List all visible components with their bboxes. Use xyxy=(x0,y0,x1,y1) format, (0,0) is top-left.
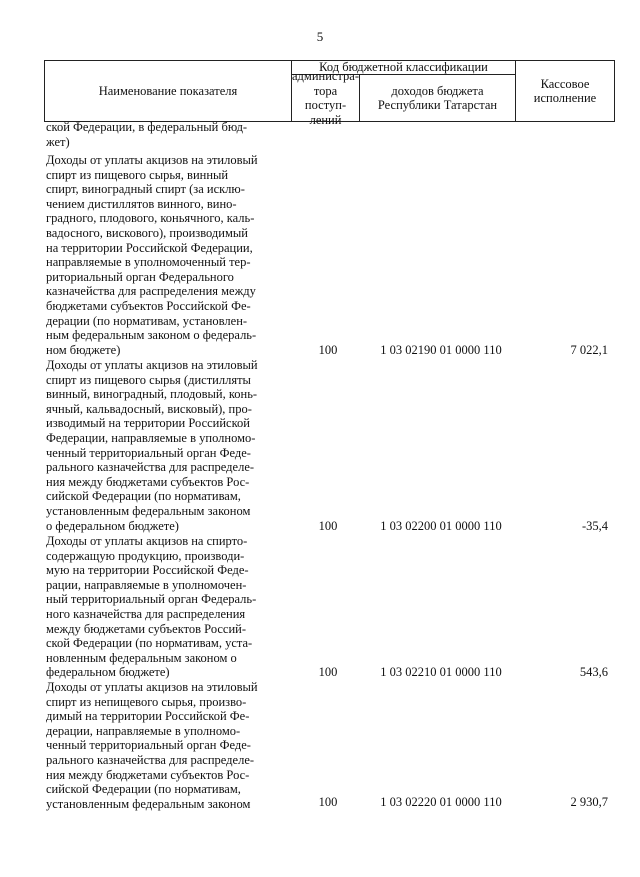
header-budget-classification-code: Код бюджетной классификации xyxy=(291,60,516,75)
row-indicator-name: ской Федерации, в федеральный бюд- жет) xyxy=(46,120,248,149)
header-indicator-name: Наименование показателя xyxy=(44,60,292,122)
header-budget-income-code: доходов бюджета Республики Татарстан xyxy=(359,74,516,122)
row-cash-amount: 7 022,1 xyxy=(570,343,608,357)
row-admin-code: 100 xyxy=(318,519,338,533)
row-indicator-name: Доходы от уплаты акцизов на этиловый спирт из пищевого сырья, винный спирт, виноградный спирт (за исклю- чением дистиллятов винного, вино- градного, плодового, коньячного, каль- вадосного, вискового), производимый на территории Российской Федерации, направляемые в уполномоченный тер- риториальный орган Федерального казначейства для распределения между бюджетами субъектов Российской Фе- дерации (по нормативам, установлен- ным федеральным законом о федераль- ном бюджете) xyxy=(46,153,258,357)
row-admin-code: 100 xyxy=(318,795,338,809)
row-income-code: 1 03 02190 01 0000 110 xyxy=(380,343,502,357)
row-indicator-name: Доходы от уплаты акцизов на спирто- содержащую продукцию, производи- мую на территории Российской Феде- рации, направляемые в уполномочен- ный территориальный орган Федераль- ного казначейства для распределения между бюджетами субъектов Россий- ской Федерации (по нормативам, уста- новленным федеральным законом о федеральном бюджете) xyxy=(46,534,257,680)
row-income-code: 1 03 02220 01 0000 110 xyxy=(380,795,502,809)
row-cash-amount: 2 930,7 xyxy=(570,795,608,809)
row-cash-amount: 543,6 xyxy=(579,665,608,679)
header-revenue-administrator: администра- тора поступ- лений xyxy=(292,69,360,127)
row-indicator-name: Доходы от уплаты акцизов на этиловый спирт из пищевого сырья (дистилляты винный, виноградный, плодовый, конь- ячный, кальвадосный, висковый), про- изводимый на территории Российской Федерации, направляемые в уполномо- ченный территориальный орган Феде- рального казначейства для распределе- ния между бюджетами субъектов Рос- сийской Федерации (по нормативам, установленным федеральным законом о федеральном бюджете) xyxy=(46,358,258,533)
row-income-code: 1 03 02200 01 0000 110 xyxy=(380,519,502,533)
row-cash-amount: -35,4 xyxy=(581,519,608,533)
row-admin-code: 100 xyxy=(318,343,338,357)
row-indicator-name: Доходы от уплаты акцизов на этиловый спирт из непищевого сырья, произво- димый на территории Российской Фе- дерации, направляемые в уполномо- ченный территориальный орган Феде- рального казначейства для распределе- ния между бюджетами субъектов Рос- сийской Федерации (по нормативам, установленным федеральным законом xyxy=(46,680,258,811)
page-number: 5 xyxy=(316,29,324,44)
row-admin-code: 100 xyxy=(318,665,338,679)
header-cash-execution: Кассовое исполнение xyxy=(515,60,615,122)
row-income-code: 1 03 02210 01 0000 110 xyxy=(380,665,502,679)
